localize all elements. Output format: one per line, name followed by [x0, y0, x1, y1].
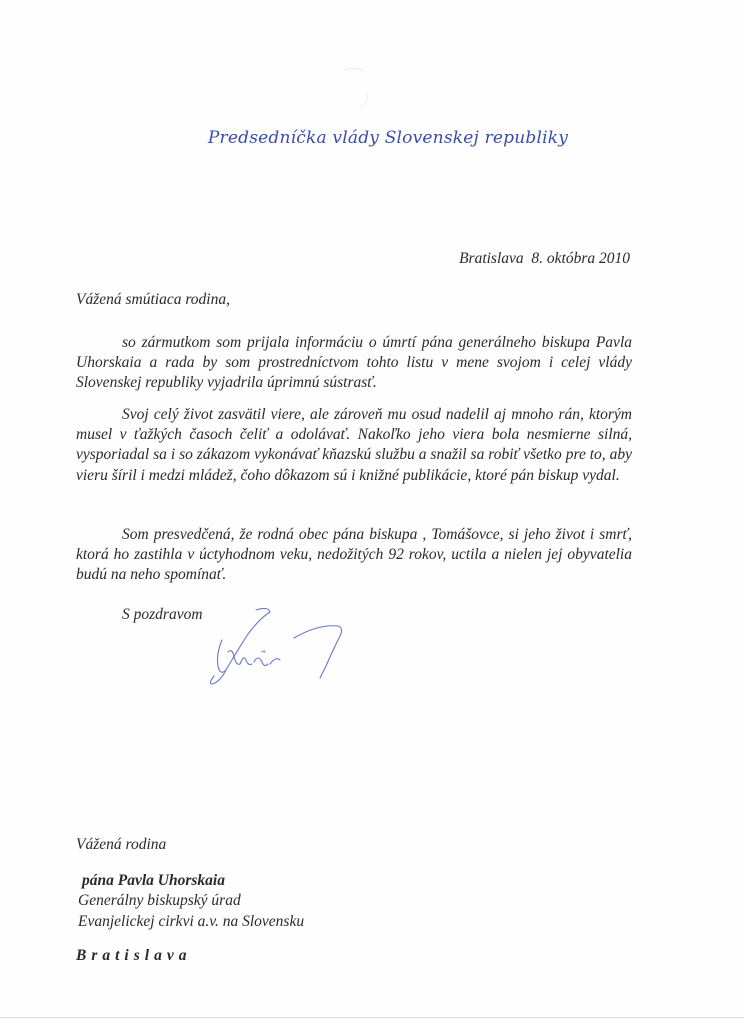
handwritten-signature-icon	[198, 604, 358, 694]
letter-closing: S pozdravom	[122, 606, 203, 623]
recipient-city: Bratislava	[76, 947, 192, 964]
letter-paragraph-2: Svoj celý život zasvätil viere, ale zároveň mu osud nadelil aj mnoho rán, ktorým musel v ťažkých časoch čeliť a odolávať. Nakoľko jeho viera bola nesmierne silná, vysporiadal sa i so zákazom vykonávať kňazskú službu a snažil sa robiť všetko pre to, aby vieru šíril i medzi mládež, čoho dôkazom sú i knižné publikácie, ktoré pán biskup vydal.	[76, 406, 632, 484]
faint-watermark-mark	[336, 62, 376, 112]
recipient-greeting: Vážená rodina	[76, 836, 167, 853]
letter-dateline: Bratislava 8. októbra 2010	[459, 250, 630, 267]
letter-paragraph-3: Som presvedčená, že rodná obec pána biskupa , Tomášovce, si jeho život i smrť, ktorá ho zastihla v úctyhodnom veku, nedožitých 92 rokov, uctila a nielen jej obyvatelia budú na neho spomínať.	[76, 526, 632, 584]
recipient-address-block	[76, 835, 304, 967]
letterhead-title: Predsedníčka vlády Slovenskej republiky	[207, 128, 569, 148]
page-bottom-edge	[0, 1017, 744, 1018]
letter-salutation: Vážená smútiaca rodina,	[76, 291, 230, 308]
recipient-church: Evanjelickej cirkvi a.v. na Slovensku	[78, 912, 305, 930]
recipient-office: Generálny biskupský úrad	[78, 892, 241, 909]
recipient-name: pána Pavla Uhorskaia	[82, 871, 225, 889]
letter-paragraph-1: so zármutkom som prijala informáciu o úmrtí pána generálneho biskupa Pavla Uhorskaia a rada by som prostredníctvom tohto listu v mene svojom i celej vlády Slovenskej republiky vyjadrila úprimnú sústrasť.	[76, 334, 632, 392]
